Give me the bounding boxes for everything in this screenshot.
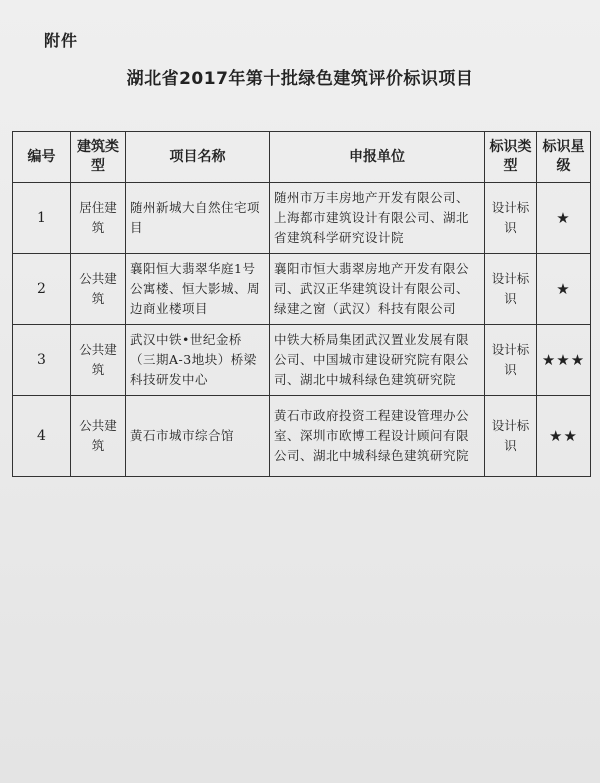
table-row: [13, 254, 591, 325]
cell-label-type: 设计标识: [485, 396, 537, 477]
column-header-building-type: 建筑类型: [71, 132, 126, 183]
cell-building-type: 公共建筑: [71, 325, 126, 396]
cell-no: 1: [13, 183, 71, 254]
cell-star-rating: ★★: [537, 396, 591, 477]
cell-building-type: 居住建筑: [71, 183, 126, 254]
cell-star-rating: ★★★: [537, 325, 591, 396]
column-header-project-name: 项目名称: [126, 132, 270, 183]
cell-applicant: 黄石市政府投资工程建设管理办公室、深圳市欧博工程设计顾问有限公司、湖北中城科绿色建筑研究院: [270, 396, 485, 477]
cell-building-type: 公共建筑: [71, 396, 126, 477]
table-header-row: [13, 132, 591, 183]
cell-no: 3: [13, 325, 71, 396]
page-title: 湖北省2017年第十批绿色建筑评价标识项目: [126, 69, 474, 89]
cell-applicant: 随州市万丰房地产开发有限公司、上海都市建筑设计有限公司、湖北省建筑科学研究设计院: [270, 183, 485, 254]
cell-project-name: 武汉中铁•世纪金桥（三期A-3地块）桥梁科技研发中心: [126, 325, 270, 396]
cell-project-name: 黄石市城市综合馆: [126, 396, 270, 477]
attachment-label: 附件: [44, 31, 79, 50]
cell-star-rating: ★: [537, 254, 591, 325]
projects-table: [12, 131, 591, 477]
cell-label-type: 设计标识: [485, 254, 537, 325]
cell-no: 4: [13, 396, 71, 477]
column-header-star-rating: 标识星级: [537, 132, 591, 183]
table-row: [13, 396, 591, 477]
cell-label-type: 设计标识: [485, 325, 537, 396]
cell-project-name: 襄阳恒大翡翠华庭1号公寓楼、恒大影城、周边商业楼项目: [126, 254, 270, 325]
column-header-applicant: 申报单位: [270, 132, 485, 183]
cell-star-rating: ★: [537, 183, 591, 254]
cell-no: 2: [13, 254, 71, 325]
cell-project-name: 随州新城大自然住宅项目: [126, 183, 270, 254]
column-header-label-type: 标识类型: [485, 132, 537, 183]
cell-applicant: 中铁大桥局集团武汉置业发展有限公司、中国城市建设研究院有限公司、湖北中城科绿色建筑研究院: [270, 325, 485, 396]
column-header-no: 编号: [13, 132, 71, 183]
table-row: [13, 325, 591, 396]
cell-applicant: 襄阳市恒大翡翠房地产开发有限公司、武汉正华建筑设计有限公司、绿建之窗（武汉）科技有限公司: [270, 254, 485, 325]
table-row: [13, 183, 591, 254]
cell-building-type: 公共建筑: [71, 254, 126, 325]
cell-label-type: 设计标识: [485, 183, 537, 254]
